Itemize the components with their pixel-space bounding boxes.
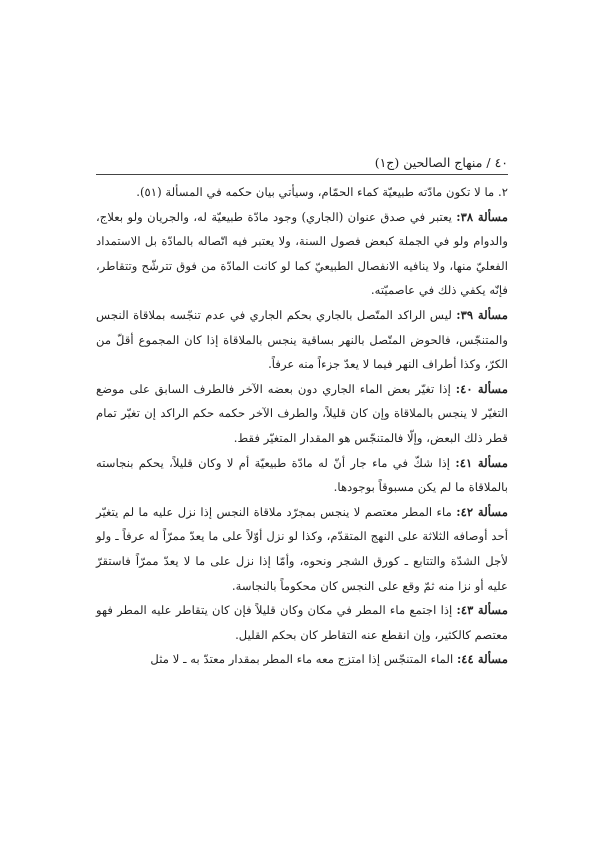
masala-label: مسألة ٤١: [455, 455, 508, 470]
paragraph-masala-39 [96, 303, 508, 377]
masala-label: مسألة ٤٢: [456, 504, 508, 519]
header-divider [96, 174, 508, 175]
paragraph-text: الماء المتنجّس إذا امتزج معه ماء المطر بمقدار معتدّ به ـ لا مثل [150, 652, 457, 667]
paragraph-masala-43 [96, 598, 508, 647]
paragraph-masala-41 [96, 451, 508, 500]
paragraph-masala-44 [96, 647, 508, 672]
paragraph-text: ماء المطر معتصم لا ينجس بمجرّد ملاقاة النجس إذا نزل عليه ما لم يتغيّر أحد أوصافه الثلاثة على النهج المتقدّم، وكذا لو نزل أوّلاً على ما يعدّ ممرّاً له عرفاً ـ ولو لأجل الشدّة والتتابع ـ كورق الشجر ونحوه، وأمّا إذا نزل على ما لا يعدّ ممرّاً فاستقرّ عليه أو نزا منه ثمّ وقع على النجس كان محكوماً بالنجاسة. [96, 504, 508, 593]
paragraph-masala-38 [96, 205, 508, 303]
running-header [96, 154, 508, 174]
paragraph-item-1 [96, 180, 508, 205]
masala-label: مسألة ٤٠: [455, 381, 508, 396]
paragraph-text: يعتبر في صدق عنوان (الجاري) وجود مادّة طبيعيّة له، والجريان ولو بعلاج، والدوام ولو في الجملة كبعض فصول السنة، ولا يعتبر فيه اتّصاله بالمادّة بل الاستمداد الفعليّ منها، ولا ينافيه الانفصال الطبيعيّ كما لو كانت المادّة من فوق تترشّح وتتقاطر، فإنّه يكفي ذلك في عاصميّته. [96, 209, 508, 298]
running-title: ٤٠ / منهاج الصالحين (ج١) [374, 155, 508, 170]
masala-label: مسألة ٤٤: [456, 652, 508, 667]
paragraph-text: ٢. ما لا تكون مادّته طبيعيّة كماء الحمّام، وسيأتي بيان حكمه في المسألة (٥١). [136, 185, 508, 199]
paragraph-text: إذا اجتمع ماء المطر في مكان وكان قليلاً فإن كان يتقاطر عليه المطر فهو معتصم كالكثير، وإن انقطع عنه التقاطر كان بحكم القليل. [96, 603, 508, 642]
page-body [96, 180, 508, 672]
masala-label: مسألة ٤٣: [456, 603, 508, 618]
masala-label: مسألة ٣٩: [456, 307, 508, 322]
paragraph-masala-40 [96, 377, 508, 451]
paragraph-text: إذا شكّ في ماء جار أنّ له مادّة طبيعيّة أم لا وكان قليلاً، يحكم بنجاسته بالملاقاة ما لم يكن مسبوقاً بوجودها. [96, 455, 508, 495]
paragraph-masala-42 [96, 500, 508, 598]
paragraph-text: ليس الراكد المتّصل بالجاري بحكم الجاري في عدم تنجّسه بملاقاة النجس والمتنجّس، فالحوض المتّصل بالنهر بساقية ينجس بالملاقاة إذا كان المجموع أقلّ من الكرّ، وكذا أطراف النهر فيما لا يعدّ جزءاً منه عرفاً. [96, 307, 508, 372]
masala-label: مسألة ٣٨: [456, 209, 508, 224]
paragraph-text: إذا تغيّر بعض الماء الجاري دون بعضه الآخر فالطرف السابق على موضع التغيّر لا ينجس بالملاقاة وإن كان قليلاً، والطرف الآخر حكمه حكم الراكد إن تغيّر تمام قطر ذلك البعض، وإلّا فالمتنجّس هو المقدار المتغيّر فقط. [96, 381, 508, 445]
